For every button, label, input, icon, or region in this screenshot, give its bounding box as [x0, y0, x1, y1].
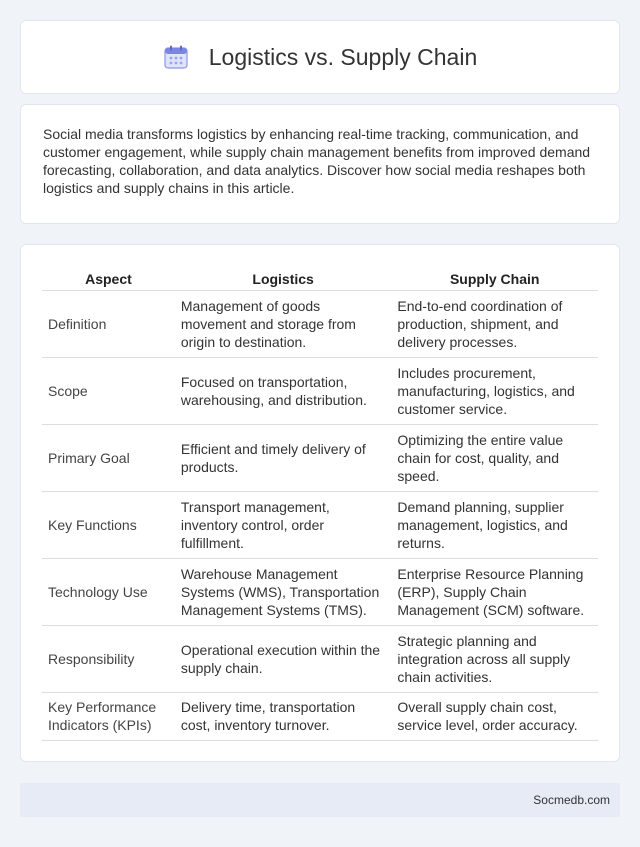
table-row [42, 692, 598, 740]
comparison-card [20, 244, 620, 762]
supply-chain-cell: Enterprise Resource Planning (ERP), Supply Chain Management (SCM) software. [391, 558, 598, 625]
logistics-cell: Delivery time, transportation cost, inventory turnover. [175, 692, 392, 740]
table-row [42, 290, 598, 357]
logistics-cell: Transport management, inventory control, order fulfillment. [175, 491, 392, 558]
aspect-cell: Responsibility [42, 625, 175, 692]
aspect-cell: Primary Goal [42, 424, 175, 491]
supply-chain-cell: End-to-end coordination of production, shipment, and delivery processes. [391, 290, 598, 357]
supply-chain-cell: Includes procurement, manufacturing, logistics, and customer service. [391, 357, 598, 424]
logistics-cell: Focused on transportation, warehousing, and distribution. [175, 357, 392, 424]
logistics-cell: Efficient and timely delivery of products. [175, 424, 392, 491]
column-header-logistics: Logistics [175, 265, 392, 290]
table-row [42, 625, 598, 692]
footer [20, 783, 620, 817]
column-header-supply-chain: Supply Chain [391, 265, 598, 290]
intro-card [20, 104, 620, 224]
supply-chain-cell: Optimizing the entire value chain for cost, quality, and speed. [391, 424, 598, 491]
supply-chain-cell: Strategic planning and integration across all supply chain activities. [391, 625, 598, 692]
table-header-row [42, 265, 598, 290]
intro-paragraph: Social media transforms logistics by enhancing real-time tracking, communication, and customer engagement, while supply chain management benefits from improved demand forecasting, collaboration, and data analytics. Discover how social media reshapes both logistics and supply chains in this article. [43, 126, 591, 196]
aspect-cell: Technology Use [42, 558, 175, 625]
logistics-cell: Management of goods movement and storage from origin to destination. [175, 290, 392, 357]
table-row [42, 558, 598, 625]
logistics-cell: Warehouse Management Systems (WMS), Transportation Management Systems (TMS). [175, 558, 392, 625]
calendar-icon [163, 44, 189, 70]
table-row [42, 491, 598, 558]
aspect-cell: Key Functions [42, 491, 175, 558]
aspect-cell: Key Performance Indicators (KPIs) [42, 692, 175, 740]
aspect-cell: Scope [42, 357, 175, 424]
aspect-cell: Definition [42, 290, 175, 357]
footer-source: Socmedb.com [533, 793, 610, 807]
supply-chain-cell: Overall supply chain cost, service level, order accuracy. [391, 692, 598, 740]
table-row [42, 424, 598, 491]
logistics-cell: Operational execution within the supply chain. [175, 625, 392, 692]
title-card [20, 20, 620, 94]
column-header-aspect: Aspect [42, 265, 175, 290]
table-row [42, 357, 598, 424]
supply-chain-cell: Demand planning, supplier management, logistics, and returns. [391, 491, 598, 558]
page-title: Logistics vs. Supply Chain [208, 43, 478, 70]
comparison-table [42, 265, 598, 741]
